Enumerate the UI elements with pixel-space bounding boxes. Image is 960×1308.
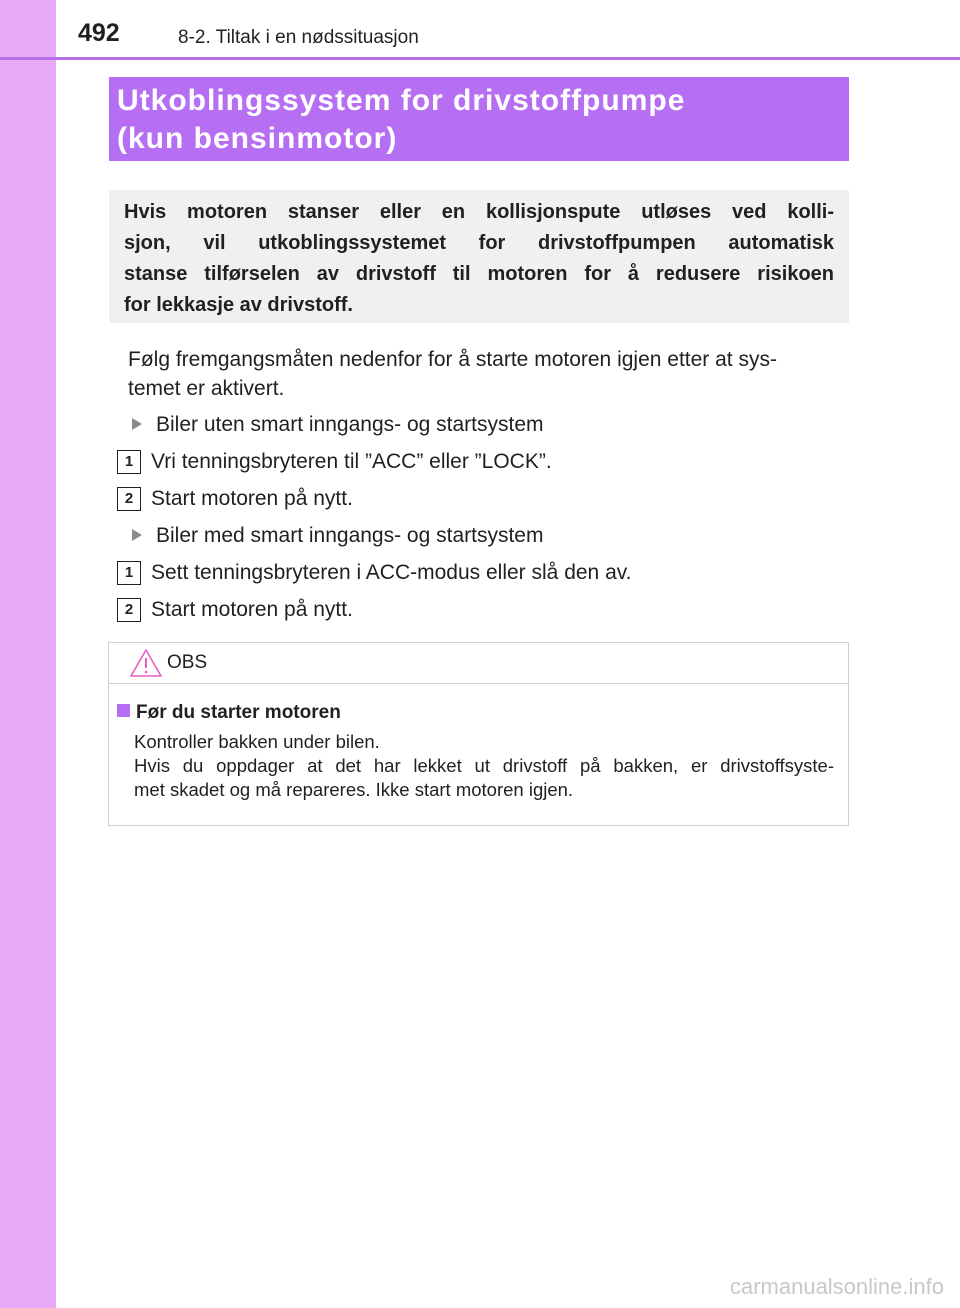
step-item — [117, 559, 632, 587]
header-rule — [0, 57, 960, 60]
notice-box — [108, 642, 849, 826]
page-title — [109, 77, 849, 161]
intro-box — [109, 190, 849, 323]
warning-triangle-icon — [129, 648, 163, 678]
intro-line: sjon, vil utkoblingssystemet for drivstoffpumpen automatisk — [124, 232, 834, 254]
notice-label: OBS — [167, 652, 208, 673]
section-label: 8-2. Tiltak i en nødssituasjon — [178, 27, 419, 48]
triangle-bullet-icon — [132, 418, 142, 430]
body-line: temet er aktivert. — [128, 377, 285, 400]
step-item — [117, 485, 353, 513]
square-bullet-icon — [117, 704, 130, 717]
notice-line: met skadet og må repareres. Ikke start motoren igjen. — [134, 779, 574, 800]
subheading-text: Biler med smart inngangs- og startsystem — [156, 524, 544, 547]
notice-line: Hvis du oppdager at det har lekket ut drivstoff på bakken, er drivstoffsyste- — [134, 755, 834, 776]
step-number: 1 — [117, 450, 141, 474]
step-number: 2 — [117, 598, 141, 622]
triangle-bullet-icon — [132, 529, 142, 541]
step-item — [117, 448, 552, 476]
step-item — [117, 596, 353, 624]
intro-line: Hvis motoren stanser eller en kollisjonspute utløses ved kolli- — [124, 201, 834, 223]
subheading-without-smart-system — [128, 411, 544, 439]
body-line: Følg fremgangsmåten nedenfor for å starte motoren igjen etter at sys- — [128, 348, 777, 371]
step-text: Start motoren på nytt. — [151, 487, 353, 510]
intro-line: stanse tilførselen av drivstoff til motoren for å redusere risikoen — [124, 263, 834, 285]
notice-line: Kontroller bakken under bilen. — [134, 731, 380, 752]
step-text: Vri tenningsbryteren til ”ACC” eller ”LOCK”. — [151, 450, 552, 473]
notice-header — [109, 643, 848, 684]
side-band — [0, 0, 56, 1308]
step-number: 1 — [117, 561, 141, 585]
notice-text — [134, 730, 834, 802]
step-text: Start motoren på nytt. — [151, 598, 353, 621]
notice-title — [117, 701, 341, 725]
step-number: 2 — [117, 487, 141, 511]
body-paragraph — [128, 345, 843, 403]
step-text: Sett tenningsbryteren i ACC-modus eller slå den av. — [151, 561, 632, 584]
subheading-text: Biler uten smart inngangs- og startsystem — [156, 413, 544, 436]
page-number: 492 — [78, 19, 120, 47]
notice-title-text: Før du starter motoren — [136, 702, 341, 723]
title-line: (kun bensinmotor) — [117, 122, 398, 155]
intro-line: for lekkasje av drivstoff. — [124, 294, 353, 316]
subheading-with-smart-system — [128, 522, 543, 550]
title-line: Utkoblingssystem for drivstoffpumpe — [117, 84, 686, 117]
watermark: carmanualsonline.info — [729, 1274, 944, 1299]
